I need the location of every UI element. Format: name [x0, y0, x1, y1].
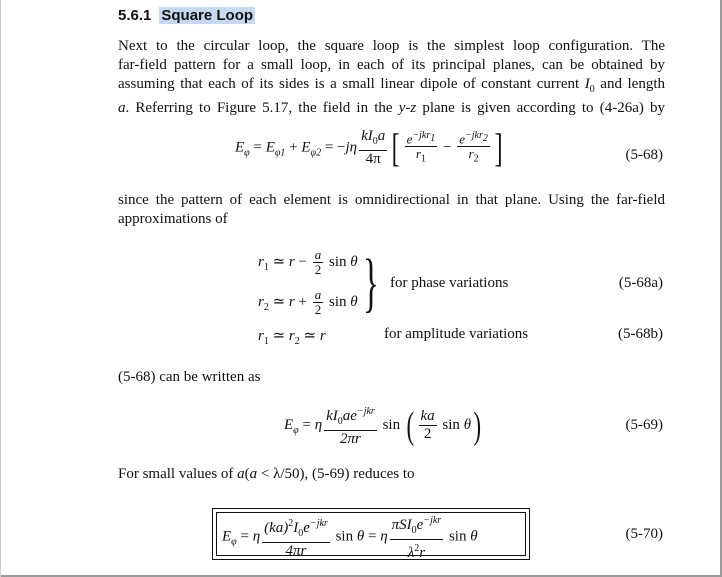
- phase-variations-text: for phase variations: [390, 275, 509, 291]
- text-line: far-field pattern for a small loop, in each of its principal planes, can be obtained by: [118, 57, 665, 73]
- equation-5-68: $E_\varphi = E_{\varphi 1} + E_{\varphi 2} = -j\eta$ $\frac{kI_0a}{4\pi}$ [ $\frac{e^{-jkr_1}}{r_1}$ − $\frac{e^{-jkr_2}}{r_2}$ ]: [235, 125, 503, 170]
- text-line: approximations of: [118, 211, 228, 227]
- section-heading: [118, 7, 255, 25]
- fraction: $\frac{ka}{2}$: [420, 408, 435, 442]
- equation-5-68a-line1: $r_1$ ≃ r − $\frac{a}{2}$ sin θ: [258, 247, 358, 277]
- section-number: 5.6.1: [118, 7, 152, 24]
- equation-number: (5-70): [625, 526, 663, 542]
- text-line: since the pattern of each element is omnidirectional in that plane. Using the far-field: [118, 192, 665, 208]
- equation-5-70: $E_\varphi = \eta$ $\frac{(ka)^2I_0e^{-jkr}}{4\pi r}$ sin θ = η $\frac{\pi SI_0e^{-jkr}}{\lambda^2r}$ sin θ: [222, 512, 478, 562]
- paragraph-far-field: [118, 191, 665, 229]
- fraction: $\frac{kI_0a}{4\pi}$: [361, 128, 386, 167]
- equation-5-68b: $r_1$ ≃ $r_2$ ≃ r: [258, 328, 326, 347]
- left-paren: (: [406, 404, 414, 447]
- fraction: $\frac{a}{2}$: [314, 247, 322, 277]
- fraction: $\frac{a}{2}$: [314, 287, 322, 317]
- equation-number: (5-69): [625, 417, 663, 433]
- right-brace: }: [363, 246, 379, 319]
- equation-number: (5-68b): [618, 326, 663, 342]
- equation-number: (5-68a): [618, 275, 663, 291]
- fraction: $\frac{\pi SI_0e^{-jkr}}{\lambda^2r}$: [390, 512, 444, 562]
- paragraph-intro: [118, 37, 665, 118]
- amplitude-variations-text: for amplitude variations: [384, 326, 529, 342]
- right-paren: ): [473, 404, 482, 447]
- fraction: $\frac{(ka)^2I_0e^{-jkr}}{4\pi r}$: [262, 515, 330, 560]
- text-line: assuming that each of its sides is a small linear dipole of constant current $I_0$ and length: [118, 76, 665, 95]
- right-bracket: ]: [494, 125, 503, 170]
- paragraph-rewrite: (5-68) can be written as: [118, 369, 261, 385]
- fraction: $\frac{e^{-jkr_1}}{r_1}$: [406, 130, 436, 165]
- fraction: $\frac{kI_0ae^{-jkr}}{2\pi r}$: [324, 403, 377, 448]
- page-edge: [0, 0, 1, 577]
- fraction: $\frac{e^{-jkr_2}}{r_2}$: [459, 130, 488, 165]
- left-bracket: [: [391, 125, 400, 170]
- text-line: Next to the circular loop, the square loop is the simplest loop configuration. The: [118, 38, 665, 54]
- paragraph-small-values: For small values of a(a < λ/50), (5-69) reduces to: [118, 466, 415, 482]
- section-title[interactable]: Square Loop: [161, 7, 254, 24]
- equation-5-69: $E_\varphi = \eta$ $\frac{kI_0ae^{-jkr}}{2\pi r}$ sin ( $\frac{ka}{2}$ sin θ): [284, 404, 482, 447]
- text-line: a. Referring to Figure 5.17, the field in the y-z plane is given according to (4-26a) by: [118, 100, 666, 116]
- equation-5-68a-line2: $r_2$ ≃ r + $\frac{a}{2}$ sin θ: [258, 287, 358, 317]
- equation-number: (5-68): [625, 147, 663, 163]
